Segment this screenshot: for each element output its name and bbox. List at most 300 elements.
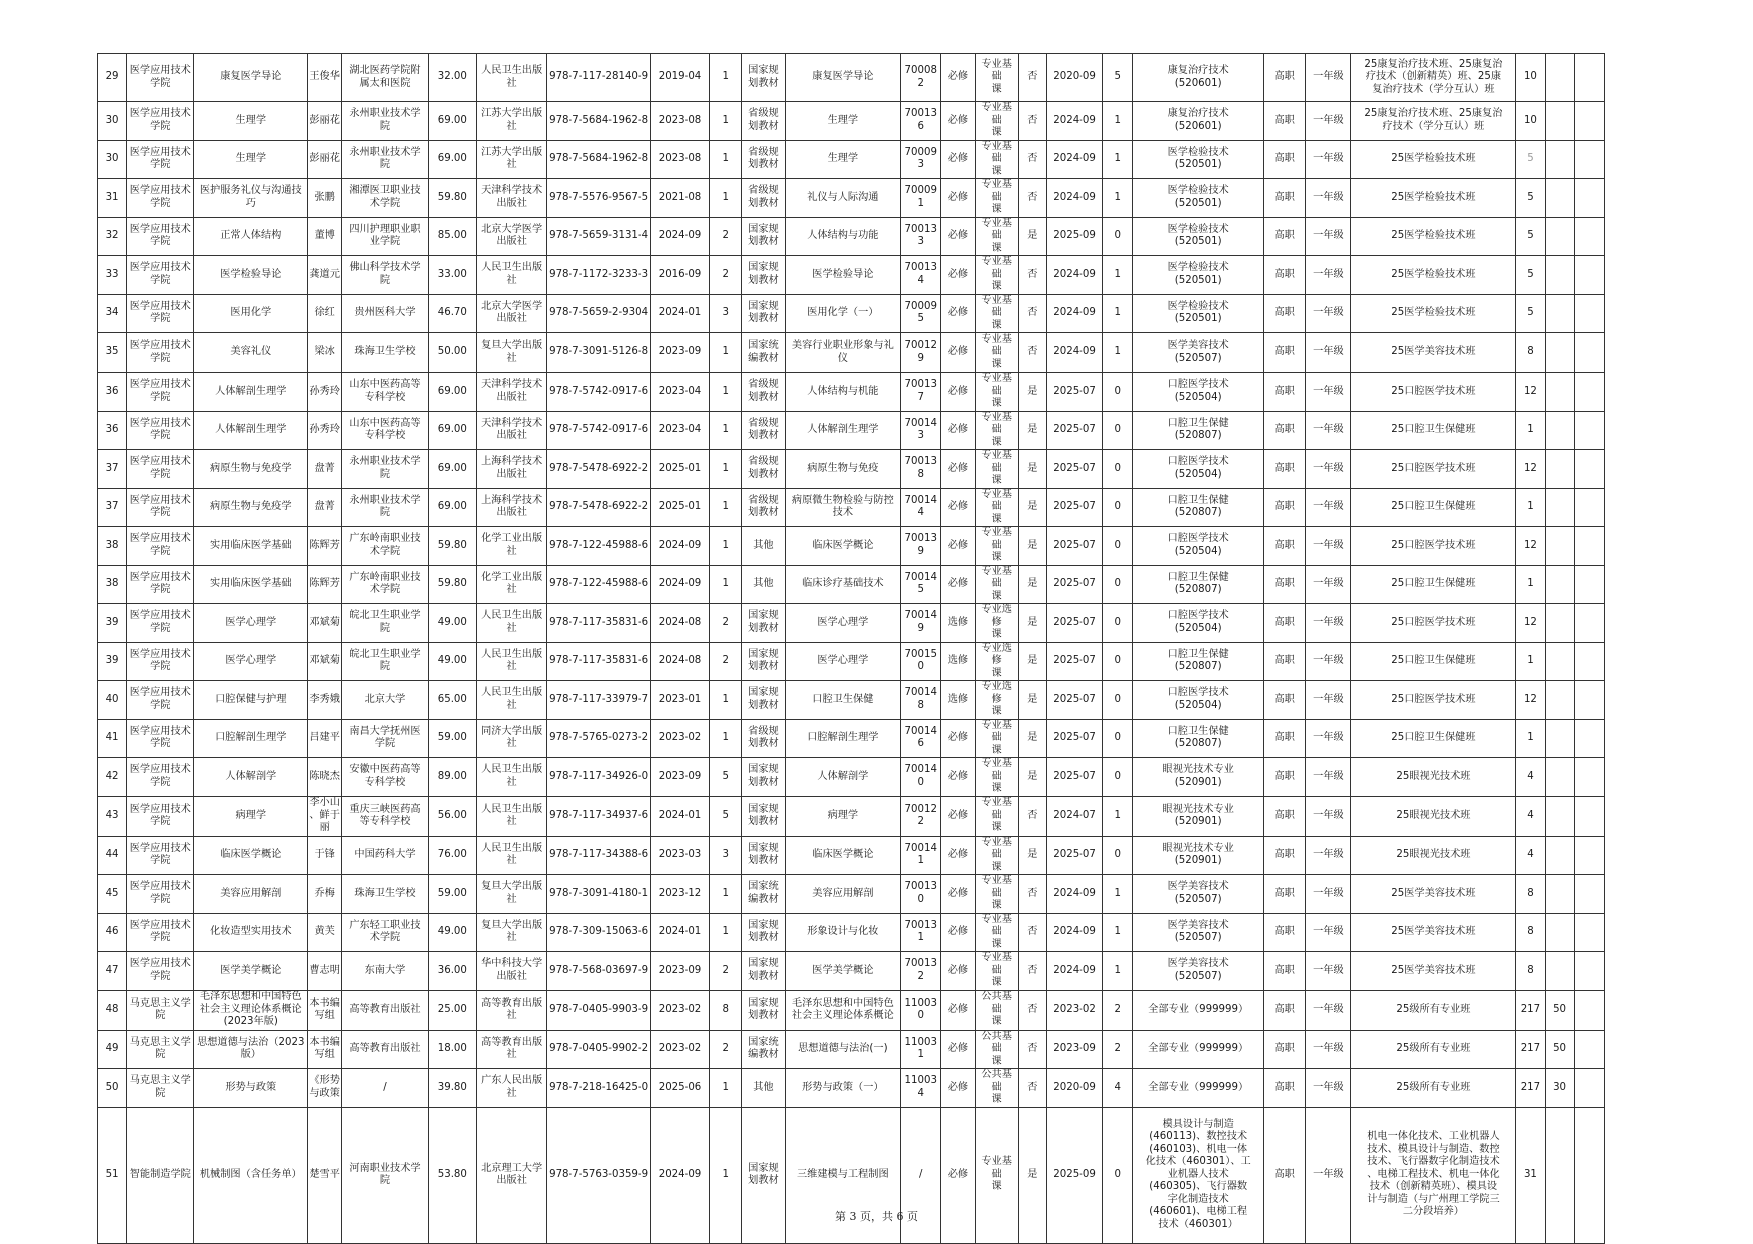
table-cell: 皖北卫生职业学 院	[342, 604, 428, 643]
table-cell: 25康复治疗技术班、25康复治 疗技术（创新精英）班、25康 复治疗技术（学分互认）班	[1351, 54, 1516, 102]
table-cell	[1574, 54, 1604, 102]
table-cell	[1574, 758, 1604, 797]
table-cell: 25级所有专业班	[1351, 990, 1516, 1030]
table-cell: 国家规 划教材	[742, 256, 785, 295]
table-cell: 国家规 划教材	[742, 758, 785, 797]
table-cell: 否	[1018, 54, 1046, 102]
table-cell: 978-7-117-34937-6	[547, 796, 651, 836]
table-cell: 2023-02	[650, 990, 709, 1030]
table-cell: 1	[1103, 256, 1133, 295]
table-cell: 25级所有专业班	[1351, 1030, 1516, 1069]
table-cell: 医学应用技术 学院	[127, 913, 194, 952]
table-cell: 35	[98, 333, 127, 373]
table-cell: 43	[98, 796, 127, 836]
table-cell: 高职	[1264, 450, 1306, 489]
table-cell: 必修	[941, 54, 975, 102]
table-cell: 0	[1103, 1107, 1133, 1243]
table-cell: 一年级	[1306, 217, 1351, 256]
table-cell: 2	[1103, 1030, 1133, 1069]
table-cell	[1574, 719, 1604, 758]
table-cell: 978-7-1172-3233-3	[547, 256, 651, 295]
table-cell: 是	[1018, 411, 1046, 450]
table-cell: 700131	[901, 913, 941, 952]
table-cell: 董博	[308, 217, 342, 256]
table-cell: 一年级	[1306, 333, 1351, 373]
table-cell: 人民卫生出版 社	[476, 681, 546, 720]
table-cell: 1	[710, 527, 742, 566]
table-cell: 医学应用技术 学院	[127, 294, 194, 333]
table-cell: 必修	[941, 990, 975, 1030]
table-cell: 湖北医药学院附 属太和医院	[342, 54, 428, 102]
table-cell: 医学应用技术 学院	[127, 488, 194, 527]
table-cell: 高职	[1264, 179, 1306, 218]
table-cell: 2023-09	[650, 758, 709, 797]
table-cell: 江苏大学出版 社	[476, 102, 546, 141]
table-cell: 39	[98, 642, 127, 681]
table-cell: 医学应用技术 学院	[127, 681, 194, 720]
table-cell: 本书编 写组	[308, 990, 342, 1030]
table-cell: 5	[1516, 140, 1545, 179]
table-cell: 2024-07	[1046, 796, 1102, 836]
table-cell: 是	[1018, 758, 1046, 797]
table-cell: 陈晓杰	[308, 758, 342, 797]
table-cell: 复旦大学出版 社	[476, 875, 546, 914]
table-cell: 必修	[941, 488, 975, 527]
table-cell: 复旦大学出版 社	[476, 913, 546, 952]
table-cell: 高职	[1264, 990, 1306, 1030]
table-cell: 否	[1018, 294, 1046, 333]
table-cell: 彭丽花	[308, 140, 342, 179]
table-cell: 110034	[901, 1069, 941, 1108]
table-cell: 必修	[941, 952, 975, 991]
table-cell: 46	[98, 913, 127, 952]
table-cell: 2024-09	[650, 217, 709, 256]
table-cell: 高职	[1264, 294, 1306, 333]
table-cell: 0	[1103, 450, 1133, 489]
table-cell: 人体结构与机能	[785, 373, 901, 412]
table-cell: 医学应用技术 学院	[127, 758, 194, 797]
table-cell: 25口腔卫生保健班	[1351, 488, 1516, 527]
table-cell: 一年级	[1306, 294, 1351, 333]
table-cell: 形象设计与化妆	[785, 913, 901, 952]
table-cell: 是	[1018, 488, 1046, 527]
table-cell: 专业基础 课	[975, 565, 1018, 604]
table-cell: 12	[1516, 681, 1545, 720]
table-cell: 12	[1516, 527, 1545, 566]
table-cell	[1545, 719, 1574, 758]
table-cell: 978-7-3091-4180-1	[547, 875, 651, 914]
table-row	[98, 179, 1605, 218]
table-cell: 永州职业技术学 院	[342, 450, 428, 489]
table-cell: 病原微生物检验与防控 技术	[785, 488, 901, 527]
table-cell: 医学心理学	[194, 642, 308, 681]
table-cell: 978-7-5684-1962-8	[547, 102, 651, 141]
table-cell: 口腔卫生保健	[785, 681, 901, 720]
table-cell: 2023-02	[650, 1030, 709, 1069]
table-cell: 人民卫生出版 社	[476, 604, 546, 643]
table-cell: 必修	[941, 1107, 975, 1243]
table-cell: 化学工业出版 社	[476, 565, 546, 604]
table-cell: 一年级	[1306, 1030, 1351, 1069]
table-cell: 5	[1516, 217, 1545, 256]
table-cell: 专业基础 课	[975, 333, 1018, 373]
table-cell: 高职	[1264, 642, 1306, 681]
table-cell: 选修	[941, 642, 975, 681]
table-cell: 700129	[901, 333, 941, 373]
table-row	[98, 990, 1605, 1030]
table-cell: 25眼视光技术班	[1351, 758, 1516, 797]
table-row	[98, 217, 1605, 256]
table-cell: 化妆造型实用技术	[194, 913, 308, 952]
table-cell: 人民卫生出版 社	[476, 54, 546, 102]
table-cell: 8	[1516, 333, 1545, 373]
table-cell: 1	[710, 54, 742, 102]
table-cell: 0	[1103, 565, 1133, 604]
table-cell: 50	[1545, 990, 1574, 1030]
table-cell: 2024-09	[650, 1107, 709, 1243]
table-cell: 2025-07	[1046, 604, 1102, 643]
table-cell	[1574, 217, 1604, 256]
table-row	[98, 333, 1605, 373]
table-cell: 必修	[941, 217, 975, 256]
table-cell: 医学检验技术 (520501)	[1133, 140, 1264, 179]
table-cell: 一年级	[1306, 1107, 1351, 1243]
table-cell: 2025-06	[650, 1069, 709, 1108]
table-cell: 2025-07	[1046, 719, 1102, 758]
table-row	[98, 294, 1605, 333]
table-cell: 1	[1103, 913, 1133, 952]
table-cell: 华中科技大学 出版社	[476, 952, 546, 991]
table-cell: 否	[1018, 952, 1046, 991]
table-cell: 978-7-5765-0273-2	[547, 719, 651, 758]
table-cell: 医学心理学	[785, 604, 901, 643]
table-cell: 李秀娥	[308, 681, 342, 720]
table-cell: 2023-01	[650, 681, 709, 720]
table-cell: 王俊华	[308, 54, 342, 102]
table-cell	[1545, 565, 1574, 604]
table-cell: 国家规 划教材	[742, 642, 785, 681]
table-cell: 专业基础 课	[975, 102, 1018, 141]
table-cell: 978-7-309-15063-6	[547, 913, 651, 952]
table-cell: 25口腔医学技术班	[1351, 450, 1516, 489]
table-cell: 省级规 划教材	[742, 373, 785, 412]
table-cell: 2025-07	[1046, 836, 1102, 875]
table-cell: 徐红	[308, 294, 342, 333]
table-cell: 0	[1103, 836, 1133, 875]
table-cell: 专业基础 课	[975, 758, 1018, 797]
table-cell	[1574, 373, 1604, 412]
table-cell: 病原生物与免疫学	[194, 450, 308, 489]
table-cell: 口腔卫生保健 (520807)	[1133, 565, 1264, 604]
table-cell: 700134	[901, 256, 941, 295]
table-cell: 76.00	[428, 836, 476, 875]
table-cell: 0	[1103, 217, 1133, 256]
table-cell	[1545, 875, 1574, 914]
table-cell: 一年级	[1306, 642, 1351, 681]
table-cell: 复旦大学出版 社	[476, 333, 546, 373]
table-cell: 一年级	[1306, 54, 1351, 102]
table-cell: 1	[710, 140, 742, 179]
table-cell: 医学应用技术 学院	[127, 836, 194, 875]
table-cell: 700138	[901, 450, 941, 489]
table-cell: 1	[710, 1069, 742, 1108]
table-cell: 高等教育出版社	[342, 1030, 428, 1069]
table-cell: 国家规 划教材	[742, 990, 785, 1030]
table-cell: 医用化学（一）	[785, 294, 901, 333]
table-cell: 北京大学医学 出版社	[476, 294, 546, 333]
table-cell: 公共基础 课	[975, 990, 1018, 1030]
table-cell: 天津科学技术 出版社	[476, 179, 546, 218]
table-cell: 病原生物与免疫	[785, 450, 901, 489]
table-cell: 毛泽东思想和中国特色 社会主义理论体系概论 (2023年版)	[194, 990, 308, 1030]
table-cell: 实用临床医学基础	[194, 527, 308, 566]
table-cell: 978-7-122-45988-6	[547, 565, 651, 604]
table-row	[98, 488, 1605, 527]
table-cell: 4	[1516, 836, 1545, 875]
table-cell: 1	[1516, 719, 1545, 758]
table-cell: 医护服务礼仪与沟通技 巧	[194, 179, 308, 218]
table-cell: 700149	[901, 604, 941, 643]
table-cell: 31	[98, 179, 127, 218]
table-cell: 同济大学出版 社	[476, 719, 546, 758]
table-cell: 700091	[901, 179, 941, 218]
table-cell: 10	[1516, 102, 1545, 141]
table-cell: 山东中医药高等 专科学校	[342, 373, 428, 412]
table-cell: 1	[1516, 565, 1545, 604]
table-cell: 2024-09	[1046, 952, 1102, 991]
table-cell: 形势与政策	[194, 1069, 308, 1108]
table-cell: 专业基础 课	[975, 450, 1018, 489]
table-cell: 2024-09	[1046, 294, 1102, 333]
table-cell: 0	[1103, 719, 1133, 758]
table-cell: 700150	[901, 642, 941, 681]
table-cell: 2023-02	[650, 719, 709, 758]
table-cell: 30	[98, 140, 127, 179]
table-cell: 12	[1516, 450, 1545, 489]
table-cell: 978-7-5742-0917-6	[547, 411, 651, 450]
table-cell: 其他	[742, 1069, 785, 1108]
table-cell: 梁冰	[308, 333, 342, 373]
table-cell: 康复治疗技术 (520601)	[1133, 54, 1264, 102]
table-cell: 陈辉芳	[308, 527, 342, 566]
table-cell: 医用化学	[194, 294, 308, 333]
table-cell	[1574, 294, 1604, 333]
table-cell: 0	[1103, 411, 1133, 450]
table-cell: 邓斌菊	[308, 642, 342, 681]
table-cell: 口腔医学技术 (520504)	[1133, 373, 1264, 412]
table-cell: 临床医学概论	[194, 836, 308, 875]
table-cell: 25.00	[428, 990, 476, 1030]
table-cell: 美容礼仪	[194, 333, 308, 373]
table-cell: 广东岭南职业技 术学院	[342, 527, 428, 566]
table-cell: 36	[98, 373, 127, 412]
table-cell: 是	[1018, 373, 1046, 412]
table-cell: 全部专业（999999）	[1133, 1030, 1264, 1069]
table-cell: 1	[710, 913, 742, 952]
table-cell: 一年级	[1306, 875, 1351, 914]
table-cell: 50.00	[428, 333, 476, 373]
table-cell: 珠海卫生学校	[342, 333, 428, 373]
table-cell: 8	[1516, 875, 1545, 914]
table-cell: 正常人体结构	[194, 217, 308, 256]
table-cell: 700082	[901, 54, 941, 102]
table-cell: 一年级	[1306, 565, 1351, 604]
table-row	[98, 450, 1605, 489]
table-cell	[1574, 681, 1604, 720]
table-cell: 4	[1516, 758, 1545, 797]
table-cell: 医学应用技术 学院	[127, 796, 194, 836]
table-cell: 59.80	[428, 179, 476, 218]
table-cell: 是	[1018, 836, 1046, 875]
table-cell: 否	[1018, 179, 1046, 218]
table-cell: 高职	[1264, 758, 1306, 797]
table-cell: 是	[1018, 642, 1046, 681]
table-cell: 25医学检验技术班	[1351, 140, 1516, 179]
table-cell: 49.00	[428, 913, 476, 952]
table-cell: 永州职业技术学 院	[342, 140, 428, 179]
table-cell: 否	[1018, 1030, 1046, 1069]
table-cell: 49.00	[428, 642, 476, 681]
table-cell: 5	[1103, 54, 1133, 102]
table-cell: 是	[1018, 1107, 1046, 1243]
table-cell: 4	[1516, 796, 1545, 836]
table-cell: 25康复治疗技术班、25康复治 疗技术（学分互认）班	[1351, 102, 1516, 141]
table-cell: 高职	[1264, 373, 1306, 412]
table-cell: 一年级	[1306, 913, 1351, 952]
table-cell: 高职	[1264, 565, 1306, 604]
table-cell: 2025-09	[1046, 217, 1102, 256]
table-cell: 0	[1103, 758, 1133, 797]
table-cell: 否	[1018, 796, 1046, 836]
table-cell	[1545, 54, 1574, 102]
table-cell: 5	[710, 796, 742, 836]
table-cell: 临床医学概论	[785, 836, 901, 875]
table-cell: 一年级	[1306, 256, 1351, 295]
table-cell: 珠海卫生学校	[342, 875, 428, 914]
table-row	[98, 411, 1605, 450]
table-cell: 专业基础 课	[975, 527, 1018, 566]
table-cell: 专业基础 课	[975, 294, 1018, 333]
table-cell: 专业基础 课	[975, 875, 1018, 914]
table-cell: 公共基础 课	[975, 1030, 1018, 1069]
table-cell: 口腔医学技术 (520504)	[1133, 527, 1264, 566]
table-cell: 2025-07	[1046, 565, 1102, 604]
table-cell: 皖北卫生职业学 院	[342, 642, 428, 681]
table-cell: 25口腔卫生保健班	[1351, 642, 1516, 681]
table-cell: 高职	[1264, 681, 1306, 720]
table-cell	[1574, 179, 1604, 218]
table-cell: 眼视光技术专业 (520901)	[1133, 758, 1264, 797]
table-cell: 康复医学导论	[785, 54, 901, 102]
table-cell: 1	[710, 450, 742, 489]
table-cell: 永州职业技术学 院	[342, 102, 428, 141]
table-cell: 2025-07	[1046, 681, 1102, 720]
table-cell: 1	[710, 875, 742, 914]
table-cell: 生理学	[194, 140, 308, 179]
table-cell: 978-7-117-35831-6	[547, 604, 651, 643]
table-cell	[1545, 604, 1574, 643]
table-cell: 邓斌菊	[308, 604, 342, 643]
table-cell: 42	[98, 758, 127, 797]
table-cell: 700093	[901, 140, 941, 179]
table-cell: 眼视光技术专业 (520901)	[1133, 796, 1264, 836]
table-cell: 医学应用技术 学院	[127, 642, 194, 681]
table-cell: 一年级	[1306, 719, 1351, 758]
table-cell: 25医学美容技术班	[1351, 333, 1516, 373]
table-cell: 否	[1018, 256, 1046, 295]
table-cell: 2025-09	[1046, 1107, 1102, 1243]
table-cell: 59.80	[428, 565, 476, 604]
table-cell: 一年级	[1306, 488, 1351, 527]
table-cell: 高职	[1264, 488, 1306, 527]
table-cell: 1	[1103, 140, 1133, 179]
table-cell: 必修	[941, 294, 975, 333]
table-cell: 41	[98, 719, 127, 758]
table-cell: 4	[1103, 1069, 1133, 1108]
table-cell: 49.00	[428, 604, 476, 643]
table-cell: 高职	[1264, 1030, 1306, 1069]
table-cell: 2023-09	[650, 333, 709, 373]
table-cell: 一年级	[1306, 604, 1351, 643]
table-cell: 8	[1516, 952, 1545, 991]
table-cell: 2025-07	[1046, 642, 1102, 681]
table-cell: 省级规 划教材	[742, 102, 785, 141]
table-cell: 人体解剖生理学	[785, 411, 901, 450]
table-cell: 2024-09	[650, 527, 709, 566]
table-cell: 国家规 划教材	[742, 1107, 785, 1243]
table-row	[98, 140, 1605, 179]
table-cell: 省级规 划教材	[742, 140, 785, 179]
table-cell: 38	[98, 527, 127, 566]
table-cell: 2	[710, 642, 742, 681]
table-cell: 一年级	[1306, 796, 1351, 836]
table-cell	[1545, 373, 1574, 412]
table-cell: 礼仪与人际沟通	[785, 179, 901, 218]
table-cell: 李小山 、鲜于 丽	[308, 796, 342, 836]
table-cell: 国家统 编教材	[742, 333, 785, 373]
table-row	[98, 952, 1605, 991]
table-cell: 69.00	[428, 102, 476, 141]
table-cell: 临床诊疗基础技术	[785, 565, 901, 604]
table-cell: 978-7-3091-5126-8	[547, 333, 651, 373]
table-cell: 25口腔医学技术班	[1351, 681, 1516, 720]
table-cell: 一年级	[1306, 179, 1351, 218]
table-cell: /	[342, 1069, 428, 1108]
table-cell: 700143	[901, 411, 941, 450]
table-cell: 医学应用技术 学院	[127, 217, 194, 256]
table-cell: 3	[710, 836, 742, 875]
table-cell: 人民卫生出版 社	[476, 256, 546, 295]
table-cell: 专业基础 课	[975, 719, 1018, 758]
table-cell: 1	[1103, 294, 1133, 333]
table-cell: 2023-02	[1046, 990, 1102, 1030]
table-cell: 河南职业技术学 院	[342, 1107, 428, 1243]
table-row	[98, 604, 1605, 643]
table-cell: 广东岭南职业技 术学院	[342, 565, 428, 604]
table-cell: 50	[1545, 1030, 1574, 1069]
table-cell: 2	[710, 1030, 742, 1069]
table-cell: 天津科学技术 出版社	[476, 411, 546, 450]
table-cell: 否	[1018, 875, 1046, 914]
table-cell: 医学应用技术 学院	[127, 411, 194, 450]
table-cell: 2024-01	[650, 796, 709, 836]
table-cell: 59.00	[428, 719, 476, 758]
table-cell	[1545, 642, 1574, 681]
table-cell: 必修	[941, 102, 975, 141]
table-cell: 700095	[901, 294, 941, 333]
table-cell: 高等教育出版社	[342, 990, 428, 1030]
table-cell: 0	[1103, 373, 1133, 412]
